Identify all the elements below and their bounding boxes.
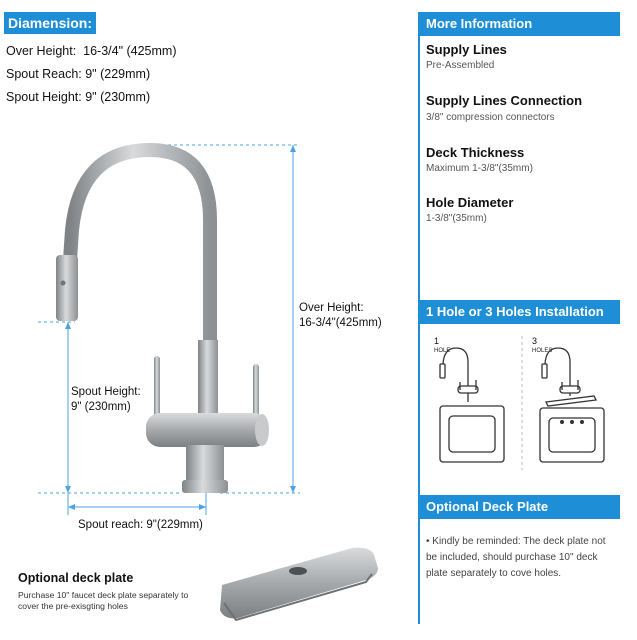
three-hole-label: HOLES bbox=[532, 348, 553, 354]
deck-thickness-title: Deck Thickness bbox=[426, 145, 525, 160]
deck-plate-note: • Kindly be reminded: The deck plate not be included, should purchase 10" deck plate separately to cove holes. bbox=[426, 536, 606, 579]
bullet-icon: • bbox=[426, 536, 433, 547]
spray-head bbox=[56, 255, 78, 321]
spec-spout-height: Spout Height: 9" (230mm) bbox=[6, 90, 151, 104]
hole-diameter-value: 1-3/8"(35mm) bbox=[426, 213, 487, 224]
three-hole-dots bbox=[560, 420, 584, 424]
one-hole-label: HOLE bbox=[434, 348, 451, 354]
supply-lines-title: Supply Lines bbox=[426, 42, 507, 57]
spout-reach-label: Spout reach: 9"(229mm) bbox=[78, 519, 203, 531]
supply-connection-value: 3/8" compression connectors bbox=[426, 112, 555, 123]
deck-plate-caption-title: Optional deck plate bbox=[18, 571, 134, 585]
one-hole-number: 1 bbox=[434, 336, 440, 346]
three-hole-number: 3 bbox=[532, 336, 538, 346]
spec-over-height: Over Height: 16-3/4" (425mm) bbox=[6, 44, 177, 58]
spec-spout-reach: Spout Reach: 9" (229mm) bbox=[6, 67, 151, 81]
more-info-heading: More Information bbox=[420, 12, 620, 36]
supply-connection-title: Supply Lines Connection bbox=[426, 93, 583, 108]
faucet-body bbox=[56, 150, 269, 493]
dimension-arrows bbox=[65, 145, 296, 510]
dimension-badge: Diamension: bbox=[4, 12, 96, 34]
spout-height-label: Spout Height: 9" (230mm) bbox=[71, 386, 141, 413]
deck-thickness-value: Maximum 1-3/8"(35mm) bbox=[426, 163, 533, 174]
over-height-label: Over Height: 16-3/4"(425mm) bbox=[299, 302, 382, 329]
deck-plate-caption-text: Purchase 10" faucet deck plate separately to cover the pre-exisgting holes bbox=[18, 590, 189, 611]
deck-plate-heading: Optional Deck Plate bbox=[420, 495, 620, 519]
hole-diameter-title: Hole Diameter bbox=[426, 195, 514, 210]
one-hole-diagram bbox=[440, 348, 504, 462]
left-handle bbox=[154, 356, 160, 418]
supply-lines-value: Pre-Assembled bbox=[426, 60, 495, 71]
three-hole-diagram bbox=[540, 348, 604, 462]
deck-plate-image bbox=[220, 548, 378, 620]
install-heading: 1 Hole or 3 Holes Installation bbox=[420, 300, 620, 324]
